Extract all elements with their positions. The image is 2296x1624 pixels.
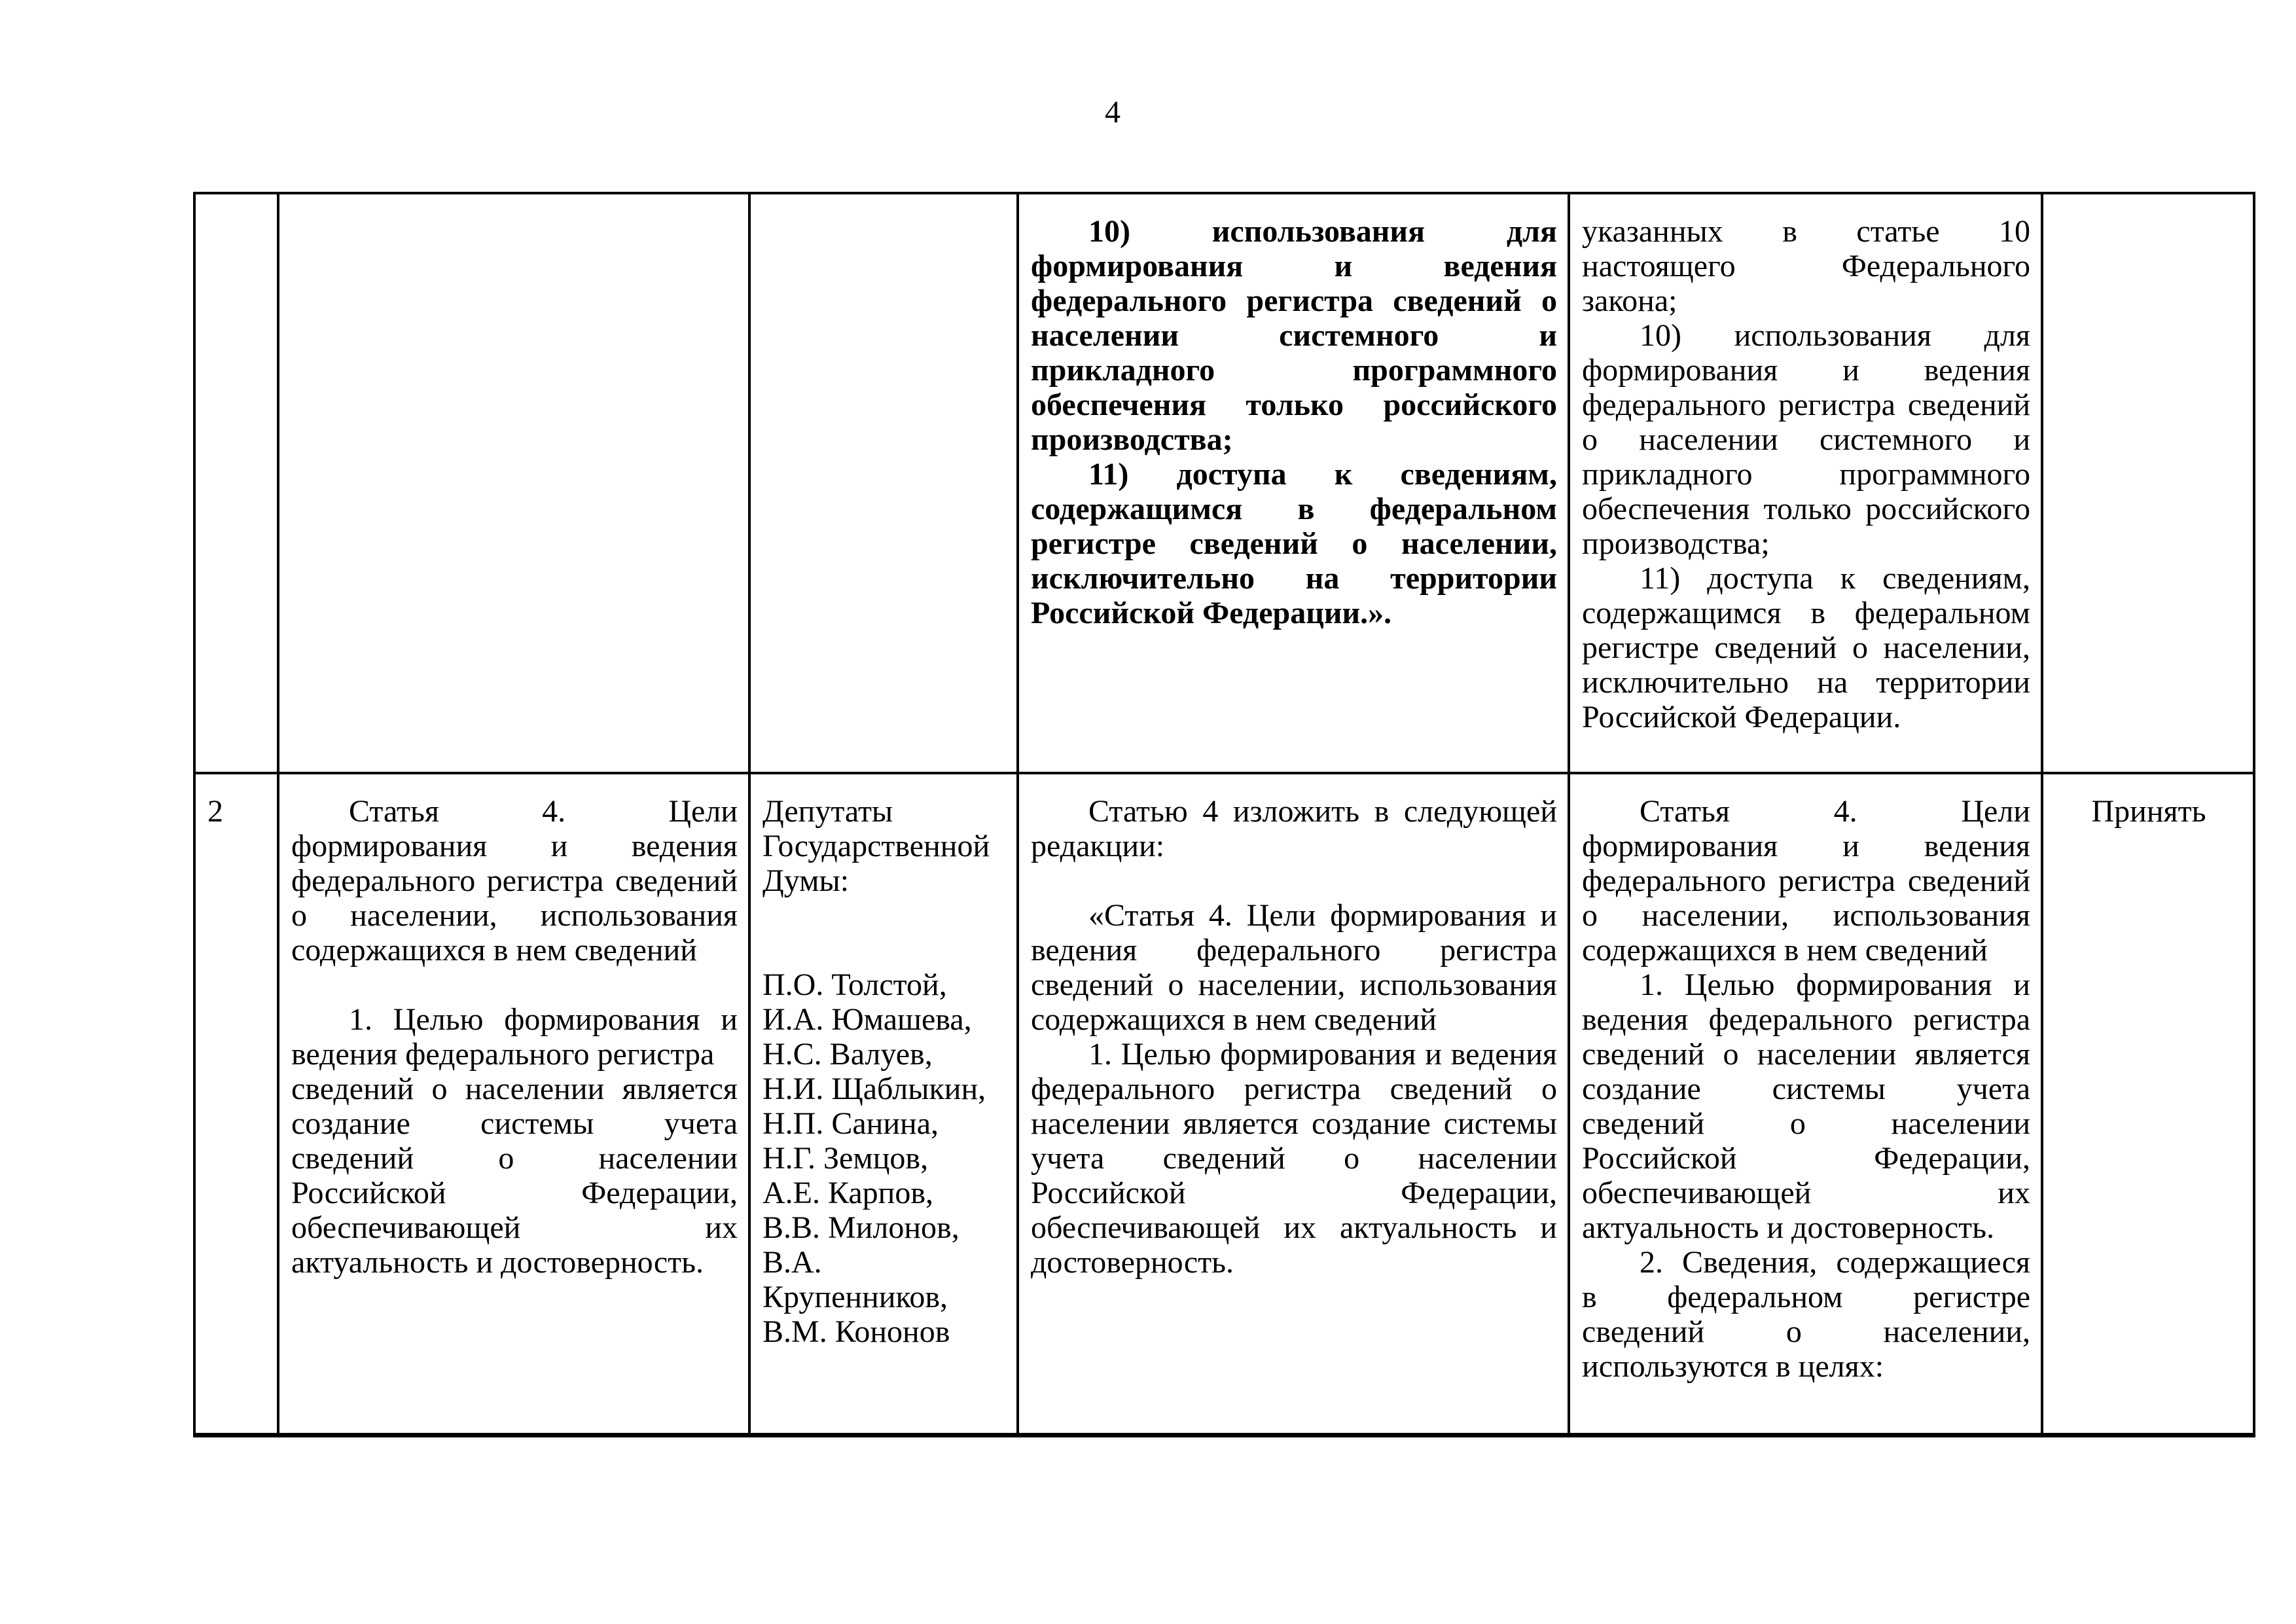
authors-line-blank (762, 933, 1006, 967)
amendment-article-title: «Статья 4. Цели формирования и ведения федерального регистра сведений о населении, использования содержащихся в нем сведений (1031, 898, 1557, 1037)
authors-line: Н.Г. Земцов, (762, 1141, 929, 1176)
new-version-article-title: Статья 4. Цели формирования и ведения федерального регистра сведений о населении, использования содержащихся в нем сведений (1582, 794, 2030, 967)
authors-line: Государственной (762, 829, 990, 863)
new-version-clause-2: 2. Сведения, содержащиеся в федеральном регистре сведений о населении, используются в целях: (1582, 1245, 2030, 1384)
new-version-clause-1: 1. Целью формирования и ведения федерального регистра сведений о населении является создание системы учета сведений о населении Российской Федерации, обеспечивающей их актуальность и достоверность. (1582, 967, 2030, 1245)
authors-line: И.А. Юмашева, (762, 1002, 972, 1037)
authors-line: В.В. Милонов, (762, 1210, 960, 1245)
cell-new-version-continuation (1569, 193, 2042, 773)
cell-number-empty (194, 193, 278, 773)
page-number: 4 (1105, 95, 1121, 130)
authors-line: Депутаты (762, 794, 893, 829)
authors-line-blank (762, 898, 1006, 933)
amendment-clause-1: 1. Целью формирования и ведения федерального регистра сведений о населении является создание системы учета сведений о населении Российской Федерации, обеспечивающей их актуальность и достоверность. (1031, 1037, 1557, 1280)
authors-line: Н.С. Валуев, (762, 1037, 933, 1072)
cell-amendment-continuation (1018, 193, 1569, 773)
authors-line: А.Е. Карпов, (762, 1176, 934, 1210)
amendment-item-11: 11) доступа к сведениям, содержащимся в федеральном регистре сведений о населении, исключительно на территории Российской Федерации.». (1031, 457, 1557, 630)
authors-line: Н.П. Санина, (762, 1106, 939, 1141)
current-text-part2: сведений о населении является создание системы учета сведений о населении Российской Федерации, обеспечивающей их актуальность и достоверность. (291, 1072, 738, 1280)
amendment-instruction: Статью 4 изложить в следующей редакции: (1031, 794, 1557, 863)
cell-current-text (278, 773, 749, 1435)
cell-current-text-empty (278, 193, 749, 773)
cell-authors-empty (749, 193, 1018, 773)
current-text-part1: 1. Целью формирования и ведения федерального регистра (291, 1002, 738, 1072)
new-version-item-10: 10) использования для формирования и ведения федерального регистра сведений о населении системного и прикладного программного обеспечения только российского производства; (1582, 318, 2030, 561)
cell-new-version-text (1569, 773, 2042, 1435)
authors-line: Думы: (762, 863, 850, 898)
cell-decision-empty (2042, 193, 2254, 773)
cell-row-number: 2 (194, 773, 278, 1435)
authors-line: В.М. Кононов (762, 1314, 950, 1349)
cell-authors (749, 773, 1018, 1435)
table-row-continuation (194, 193, 2254, 773)
authors-line: П.О. Толстой, (762, 967, 947, 1002)
authors-line: В.А. (762, 1245, 822, 1280)
new-version-item-11: 11) доступа к сведениям, содержащимся в федеральном регистре сведений о населении, исключительно на территории Российской Федерации. (1582, 561, 2030, 734)
amendments-table (193, 192, 2255, 1437)
new-version-carryover: указанных в статье 10 настоящего Федерального закона; (1582, 214, 2030, 318)
authors-line: Крупенников, (762, 1280, 948, 1314)
authors-line: Н.И. Щаблыкин, (762, 1072, 986, 1106)
table-row-2 (194, 773, 2254, 1435)
current-text-title: Статья 4. Цели формирования и ведения федерального регистра сведений о населении, использования содержащихся в нем сведений (291, 794, 738, 967)
cell-decision: Принять (2042, 773, 2254, 1435)
cell-amendment-text (1018, 773, 1569, 1435)
amendment-item-10: 10) использования для формирования и ведения федерального регистра сведений о населении системного и прикладного программного обеспечения только российского производства; (1031, 214, 1557, 457)
